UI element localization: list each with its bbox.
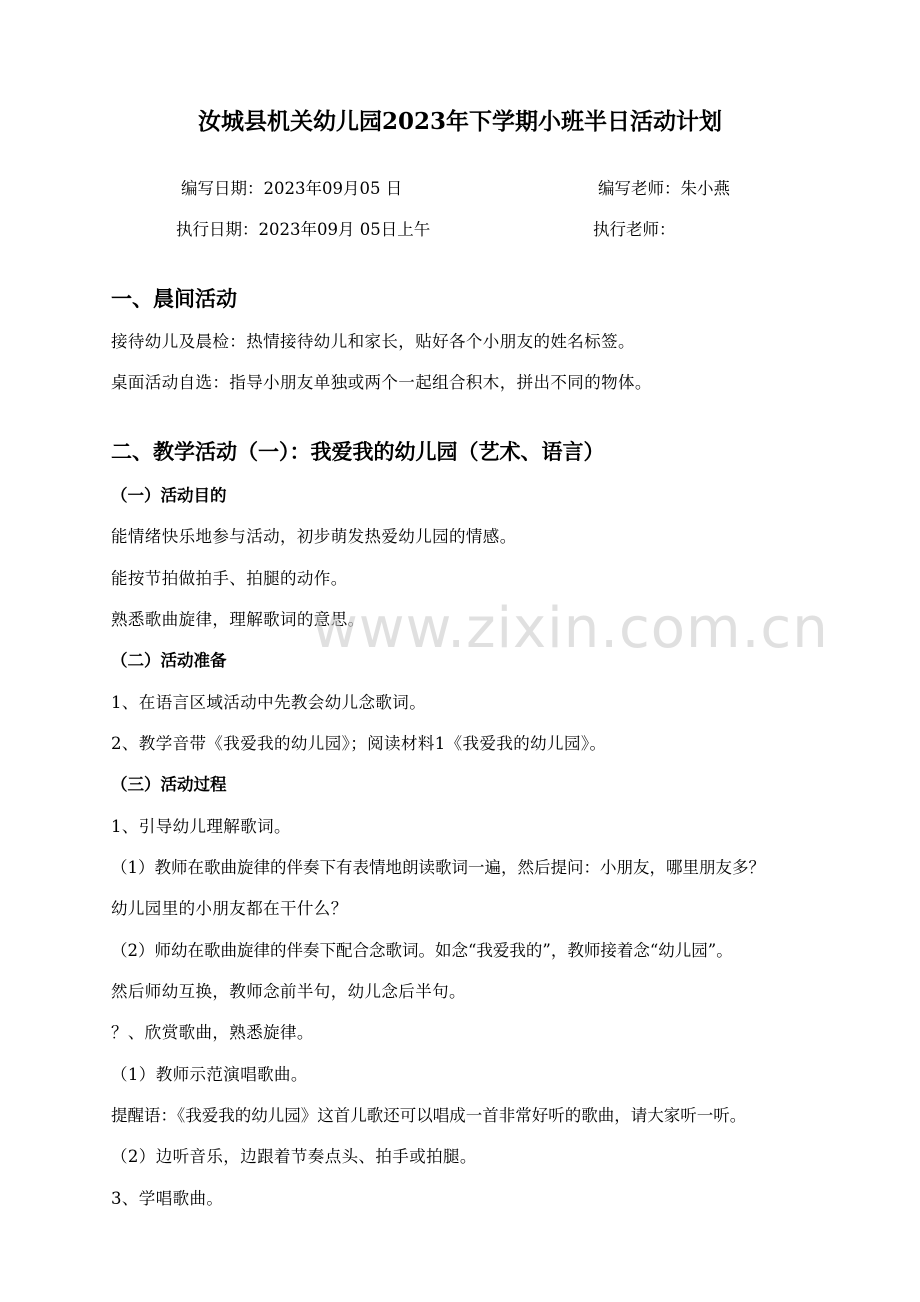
paragraph: ？、欣赏歌曲，熟悉旋律。	[111, 1023, 314, 1042]
paragraph: 提醒语：《我爱我的幼儿园》这首儿歌还可以唱成一首非常好听的歌曲，请大家听一听。	[111, 1106, 747, 1125]
paragraph: 能情绪快乐地参与活动，初步萌发热爱幼儿园的情感。	[111, 527, 517, 546]
exec-date: 执行日期：2023年09月 05日上午	[176, 220, 431, 239]
paragraph: 3、学唱歌曲。	[111, 1189, 224, 1208]
subsection-heading-preparation: （二）活动准备	[111, 651, 227, 670]
paragraph: 2、教学音带《我爱我的幼儿园》；阅读材料1《我爱我的幼儿园》。	[111, 734, 607, 753]
section-heading-teaching: 二、教学活动（一）：我爱我的幼儿园（艺术、语言）	[111, 439, 605, 464]
paragraph: （2）边听音乐，边跟着节奏点头、拍手或拍腿。	[111, 1147, 477, 1166]
paragraph: 1、在语言区域活动中先教会幼儿念歌词。	[111, 693, 427, 712]
section-heading-morning: 一、晨间活动	[111, 286, 237, 311]
subsection-heading-process: （三）活动过程	[111, 775, 227, 794]
document-title: 汝城县机关幼儿园2023年下学期小班半日活动计划	[197, 108, 722, 135]
subsection-heading-goals: （一）活动目的	[111, 486, 227, 505]
paragraph: 接待幼儿及晨检：热情接待幼儿和家长，贴好各个小朋友的姓名标签。	[111, 332, 635, 351]
paragraph: 幼儿园里的小朋友都在干什么？	[111, 899, 348, 918]
paragraph: 1、引导幼儿理解歌词。	[111, 817, 291, 836]
paragraph: 能按节拍做拍手、拍腿的动作。	[111, 569, 348, 588]
paragraph: 熟悉歌曲旋律，理解歌词的意思。	[111, 610, 365, 629]
paragraph: （1）教师示范演唱歌曲。	[111, 1065, 308, 1084]
exec-teacher: 执行老师：	[593, 220, 676, 239]
paragraph: （2）师幼在歌曲旋律的伴奏下配合念歌词。如念“我爱我的”，教师接着念“幼儿园”。	[111, 941, 733, 960]
write-teacher: 编写老师：朱小燕	[598, 179, 730, 198]
watermark: www.zixin.com.cn	[312, 596, 829, 661]
write-date: 编写日期：2023年09月05 日	[181, 179, 403, 198]
paragraph: 桌面活动自选：指导小朋友单独或两个一起组合积木，拼出不同的物体。	[111, 373, 652, 392]
paragraph: （1）教师在歌曲旋律的伴奏下有表情地朗读歌词一遍，然后提问：小朋友，哪里朋友多？	[111, 858, 765, 877]
paragraph: 然后师幼互换，教师念前半句，幼儿念后半句。	[111, 982, 466, 1001]
